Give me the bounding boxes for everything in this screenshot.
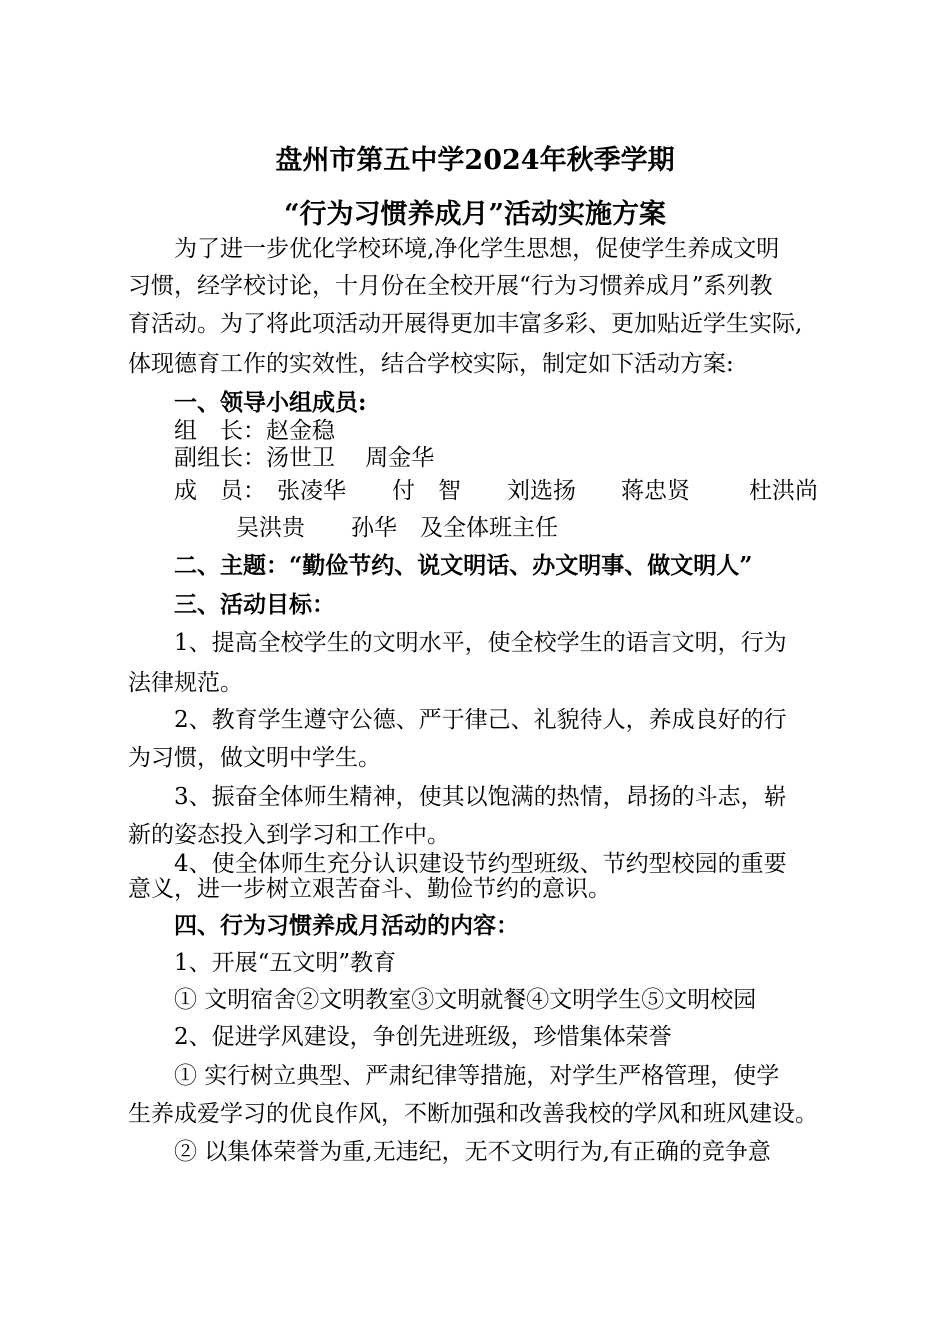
document-title-line-1: 盘州市第五中学2024年秋季学期 [275,145,675,176]
content-item-1: 1、开展“五文明”教育 [174,950,397,976]
goal-4-line-1: 4、使全体师生充分认识建设节约型班级、节约型校园的重要 [174,851,787,877]
member-name: 付 智 [392,478,461,504]
section1-heading: 一、领导小组成员: [174,389,367,416]
goal-1-line-1: 1、提高全校学生的文明水平，使全校学生的语言文明，行为 [174,630,787,656]
intro-line-3: 育活动。为了将此项活动开展得更加丰富多彩、更加贴近学生实际, [128,311,803,337]
section2-heading: 二、主题：“勤俭节约、说文明话、办文明事、做文明人” [174,552,753,579]
intro-line-2: 习惯，经学校讨论，十月份在全校开展“行为习惯养成月”系列教 [128,273,773,299]
document-title-line-2: “行为习惯养成月”活动实施方案 [283,199,667,230]
goal-2-line-1: 2、教育学生遵守公德、严于律己、礼貌待人，养成良好的行 [174,707,787,733]
leader-line: 组 长：赵金稳 [174,418,335,444]
member-name: 刘选扬 [507,478,576,504]
section3-heading: 三、活动目标： [174,591,335,618]
intro-line-4: 体现德育工作的实效性，结合学校实际，制定如下活动方案: [128,351,734,377]
goal-3-line-2: 新的姿态投入到学习和工作中。 [128,822,450,848]
goal-2-line-2: 为习惯，做文明中学生。 [128,745,381,771]
goal-3-line-1: 3、振奋全体师生精神，使其以饱满的热情，昂扬的斗志，崭 [174,784,787,810]
content-item-2b: ② 以集体荣誉为重,无违纪，无不文明行为,有正确的竞争意 [174,1139,771,1165]
member-name: 蒋忠贤 [621,478,690,504]
content-item-2a-line-1: ① 实行树立典型、严肃纪律等措施，对学生严格管理，使学 [174,1063,780,1089]
intro-line-1: 为了进一步优化学校环境,净化学生思想，促使学生养成文明 [174,236,780,262]
goal-1-line-2: 法律规范。 [128,670,243,696]
member-name: 张凌华 [277,478,346,504]
section4-heading: 四、行为习惯养成月活动的内容： [174,912,519,939]
members-line-2: 吴洪贵 孙华 及全体班主任 [236,515,558,541]
goal-4-line-2: 意义，进一步树立艰苦奋斗、勤俭节约的意识。 [128,876,611,902]
member-name: 杜洪尚 [749,478,818,504]
members-label: 成 员： [174,478,266,504]
vice-leader-line: 副组长：汤世卫 周金华 [174,445,435,471]
content-item-2a-line-2: 生养成爱学习的优良作风，不断加强和改善我校的学风和班风建设。 [128,1101,818,1127]
content-item-2: 2、促进学风建设，争创先进班级，珍惜集体荣誉 [174,1024,672,1050]
content-item-1-list: ① 文明宿舍②文明教室③文明就餐④文明学生⑤文明校园 [174,987,757,1013]
